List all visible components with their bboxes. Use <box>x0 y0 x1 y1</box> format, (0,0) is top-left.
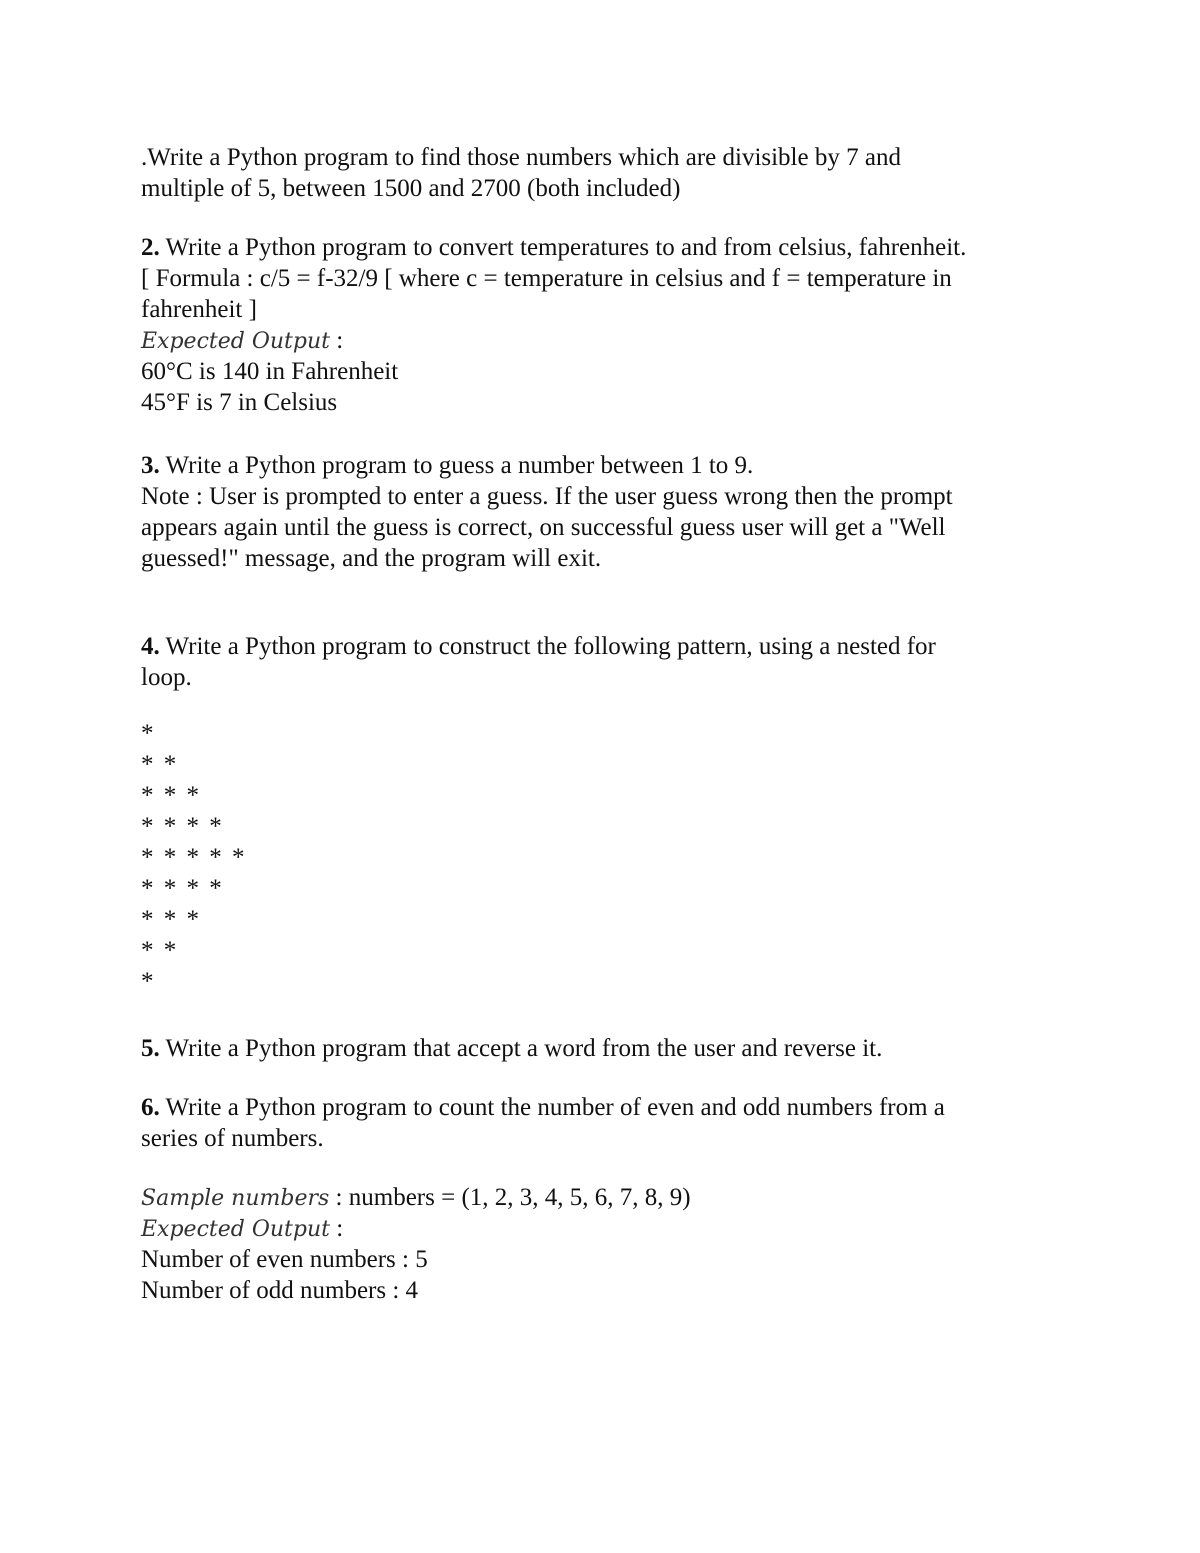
pattern-row: * * * <box>141 906 201 933</box>
q2-heading-line <box>141 232 1061 263</box>
pattern-row: * * * * * <box>141 844 247 871</box>
q2-output-line-1: 60°C is 140 in Fahrenheit <box>141 358 399 385</box>
q5-question-text: Write a Python program that accept a word from the user and reverse it. <box>159 1035 883 1062</box>
pattern-row: * * * * <box>141 813 224 840</box>
question-2 <box>141 232 1061 418</box>
q2-formula-line-1: [ Formula : c/5 = f-32/9 [ where c = temperature in celsius and f = temperature in <box>141 265 952 292</box>
pattern-row: * * * * <box>141 875 224 902</box>
q6-sample-and-output <box>141 1182 1061 1306</box>
pattern-row: * <box>141 720 156 747</box>
q6-expected-output-line <box>141 1213 1061 1244</box>
question-6 <box>141 1092 1061 1154</box>
q1-line-1: .Write a Python program to find those numbers which are divisible by 7 and <box>141 144 901 171</box>
q6-expected-label: Expected Output <box>141 1217 330 1242</box>
pattern-row: * * * <box>141 782 201 809</box>
q2-expected-label: Expected Output <box>141 329 330 354</box>
q2-expected-colon: : <box>329 327 344 354</box>
q3-question-text: Write a Python program to guess a number between 1 to 9. <box>159 452 754 479</box>
q6-question-line-2: series of numbers. <box>141 1125 324 1152</box>
q2-output-line-2: 45°F is 7 in Celsius <box>141 389 338 416</box>
q3-note-line-2: appears again until the guess is correct, on successful guess user will get a "Well <box>141 514 946 541</box>
q6-output-line-1: Number of even numbers : 5 <box>141 1246 428 1273</box>
question-3 <box>141 450 1061 574</box>
q6-sample-text: : numbers = (1, 2, 3, 4, 5, 6, 7, 8, 9) <box>329 1184 691 1211</box>
q1-line-2: multiple of 5, between 1500 and 2700 (both included) <box>141 175 681 202</box>
pattern-row: * * <box>141 751 179 778</box>
q6-sample-label: Sample numbers <box>141 1186 330 1211</box>
question-5 <box>141 1033 1061 1064</box>
q5-number: 5. <box>141 1035 160 1062</box>
question-4 <box>141 631 1061 693</box>
q3-number: 3. <box>141 452 160 479</box>
q2-expected-output-line <box>141 325 1061 356</box>
q2-formula-line-2: fahrenheit ] <box>141 296 257 323</box>
q2-question-text: Write a Python program to convert temperatures to and from celsius, fahrenheit. <box>159 234 967 261</box>
q2-number: 2. <box>141 234 160 261</box>
pattern-row: * <box>141 968 156 995</box>
q6-expected-colon: : <box>329 1215 344 1242</box>
pattern-row: * * <box>141 937 179 964</box>
q6-heading-line <box>141 1092 1061 1123</box>
q4-heading-line <box>141 631 1061 662</box>
q4-question-line-2: loop. <box>141 664 192 691</box>
q3-note-line-1: Note : User is prompted to enter a guess. If the user guess wrong then the prompt <box>141 483 953 510</box>
q6-question-text: Write a Python program to count the number of even and odd numbers from a <box>159 1094 945 1121</box>
q5-heading-line <box>141 1033 1061 1064</box>
q3-note-line-3: guessed!" message, and the program will exit. <box>141 545 602 572</box>
q3-heading-line <box>141 450 1061 481</box>
q6-output-line-2: Number of odd numbers : 4 <box>141 1277 419 1304</box>
q6-number: 6. <box>141 1094 160 1121</box>
q4-number: 4. <box>141 633 160 660</box>
star-pattern <box>141 718 1061 997</box>
q6-sample-line <box>141 1182 1061 1213</box>
q4-question-text: Write a Python program to construct the following pattern, using a nested for <box>159 633 936 660</box>
question-1 <box>141 142 1061 204</box>
